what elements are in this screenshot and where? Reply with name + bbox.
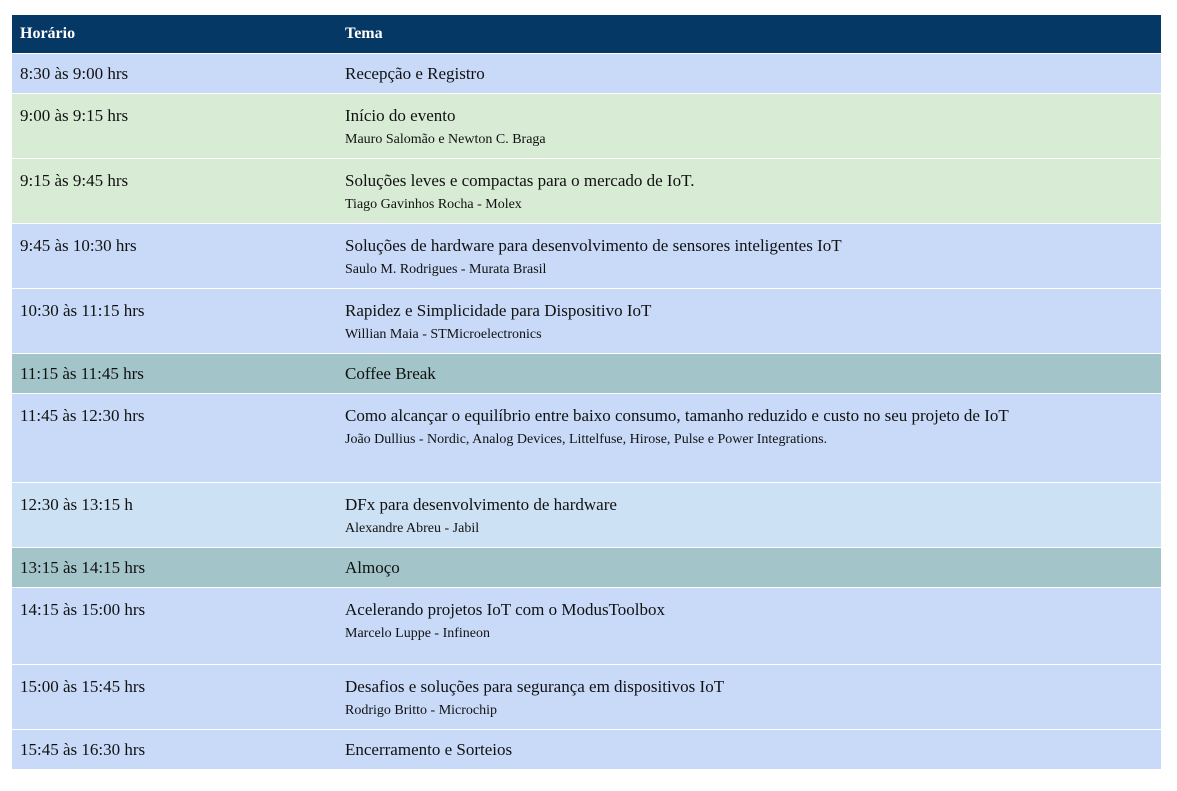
table-row — [12, 482, 1161, 547]
table-row — [12, 393, 1161, 482]
row-title: Início do evento — [345, 106, 456, 125]
row-title: Encerramento e Sorteios — [345, 739, 513, 759]
header-topic: Tema — [345, 25, 383, 42]
row-time: 11:15 às 11:45 hrs — [20, 363, 144, 383]
table-row — [12, 547, 1161, 587]
row-speaker: Tiago Gavinhos Rocha - Molex — [345, 197, 522, 212]
row-time: 15:45 às 16:30 hrs — [20, 739, 146, 759]
table-row — [12, 729, 1161, 769]
row-title: Soluções leves e compactas para o mercado de IoT. — [345, 171, 695, 190]
row-title: Soluções de hardware para desenvolvimento de sensores inteligentes IoT — [345, 236, 842, 255]
table-row — [12, 587, 1161, 664]
row-time: 14:15 às 15:00 hrs — [20, 600, 146, 619]
row-speaker: Saulo M. Rodrigues - Murata Brasil — [345, 262, 547, 277]
row-speaker: Mauro Salomão e Newton C. Braga — [345, 132, 546, 147]
table-header — [12, 15, 1161, 53]
row-time: 9:00 às 9:15 hrs — [20, 106, 129, 125]
row-time: 10:30 às 11:15 hrs — [20, 301, 145, 320]
row-time: 13:15 às 14:15 hrs — [20, 557, 146, 577]
row-title: Como alcançar o equilíbrio entre baixo consumo, tamanho reduzido e custo no seu projeto de IoT — [345, 406, 1009, 425]
row-speaker: João Dullius - Nordic, Analog Devices, Littelfuse, Hirose, Pulse e Power Integrations. — [345, 432, 828, 447]
row-title: DFx para desenvolvimento de hardware — [345, 495, 617, 514]
row-time: 8:30 às 9:00 hrs — [20, 63, 129, 83]
row-title: Desafios e soluções para segurança em dispositivos IoT — [345, 677, 725, 696]
row-time: 11:45 às 12:30 hrs — [20, 406, 145, 425]
row-speaker: Rodrigo Britto - Microchip — [345, 703, 498, 718]
table-row — [12, 223, 1161, 288]
row-title: Coffee Break — [345, 363, 436, 383]
row-title: Recepção e Registro — [345, 63, 485, 83]
table-row — [12, 158, 1161, 223]
row-speaker: Alexandre Abreu - Jabil — [345, 521, 480, 536]
row-title: Almoço — [345, 557, 400, 577]
row-title: Rapidez e Simplicidade para Dispositivo IoT — [345, 301, 652, 320]
row-speaker: Marcelo Luppe - Infineon — [345, 626, 490, 641]
header-time: Horário — [20, 25, 76, 42]
row-time: 15:00 às 15:45 hrs — [20, 677, 146, 696]
table-row — [12, 93, 1161, 158]
table-row — [12, 288, 1161, 353]
table-row — [12, 664, 1161, 729]
row-time: 12:30 às 13:15 h — [20, 495, 133, 514]
table-row — [12, 353, 1161, 393]
row-title: Acelerando projetos IoT com o ModusToolbox — [345, 600, 666, 619]
row-time: 9:15 às 9:45 hrs — [20, 171, 129, 190]
schedule-table — [12, 15, 1161, 769]
row-time: 9:45 às 10:30 hrs — [20, 236, 137, 255]
table-row — [12, 53, 1161, 93]
row-speaker: Willian Maia - STMicroelectronics — [345, 327, 542, 342]
